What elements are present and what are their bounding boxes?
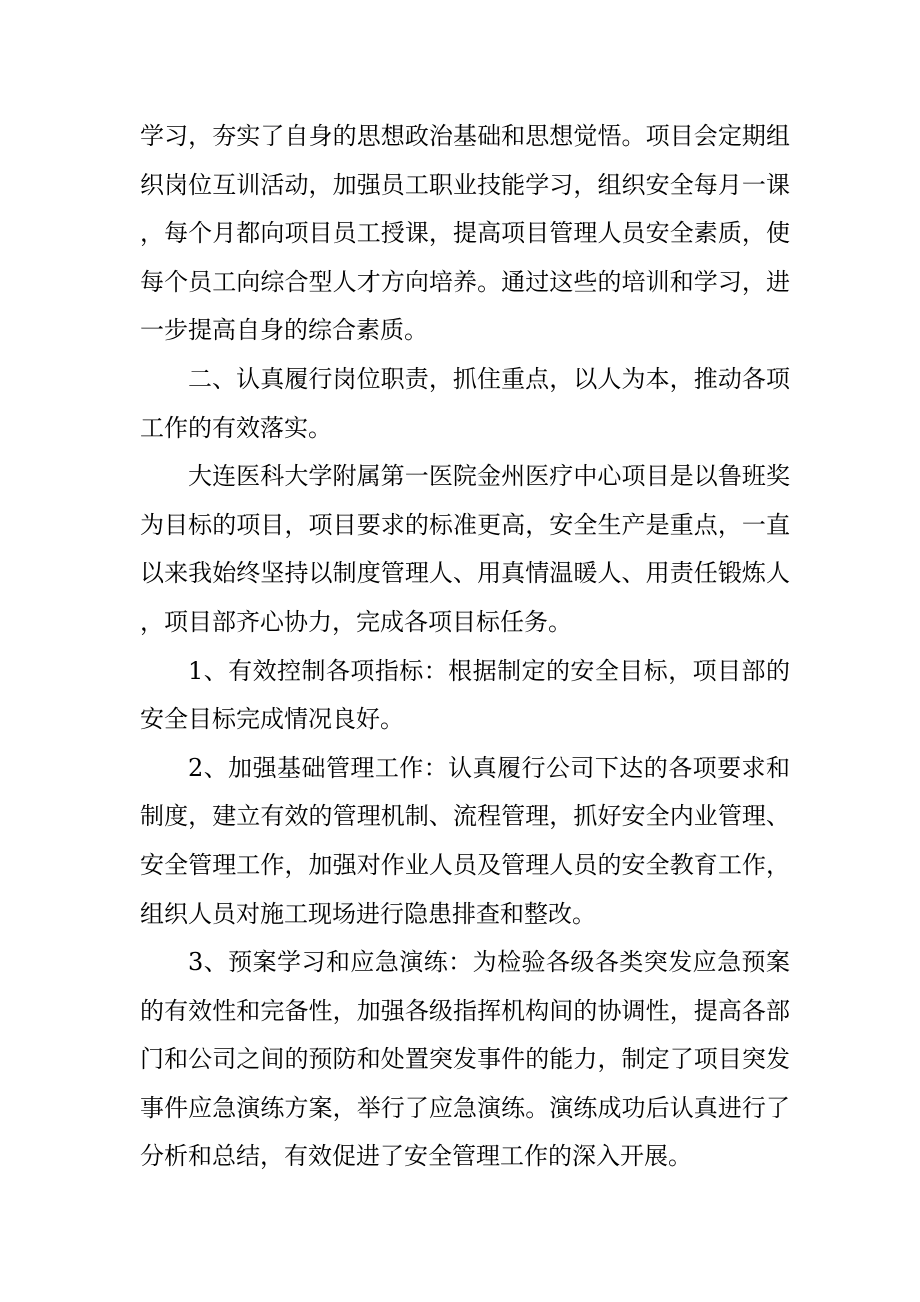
document-body: [140, 112, 790, 1181]
paragraph-1: 学习，夯实了自身的思想政治基础和思想觉悟。项目会定期组织岗位互训活动，加强员工职业技能学习，组织安全每月一课，每个月都向项目员工授课，提高项目管理人员安全素质，使每个员工向综合型人才方向培养。通过这些的培训和学习，进一步提高自身的综合素质。: [140, 122, 790, 345]
paragraph-5-item-2: 2、加强基础管理工作：认真履行公司下达的各项要求和制度，建立有效的管理机制、流程管理，抓好安全内业管理、安全管理工作，加强对作业人员及管理人员的安全教育工作，组织人员对施工现场进行隐患排查和整改。: [140, 753, 790, 928]
paragraph-2-heading: 二、认真履行岗位职责，抓住重点，以人为本，推动各项工作的有效落实。: [140, 364, 790, 442]
paragraph-6-item-3: 3、预案学习和应急演练：为检验各级各类突发应急预案的有效性和完备性，加强各级指挥机构间的协调性，提高各部门和公司之间的预防和处置突发事件的能力，制定了项目突发事件应急演练方案，举行了应急演练。演练成功后认真进行了分析和总结，有效促进了安全管理工作的深入开展。: [140, 948, 790, 1171]
paragraph-3: 大连医科大学附属第一医院金州医疗中心项目是以鲁班奖为目标的项目，项目要求的标准更高，安全生产是重点，一直以来我始终坚持以制度管理人、用真情温暖人、用责任锻炼人，项目部齐心协力，完成各项目标任务。: [140, 462, 790, 636]
paragraph-4-item-1: 1、有效控制各项指标：根据制定的安全目标，项目部的安全目标完成情况良好。: [140, 656, 790, 734]
